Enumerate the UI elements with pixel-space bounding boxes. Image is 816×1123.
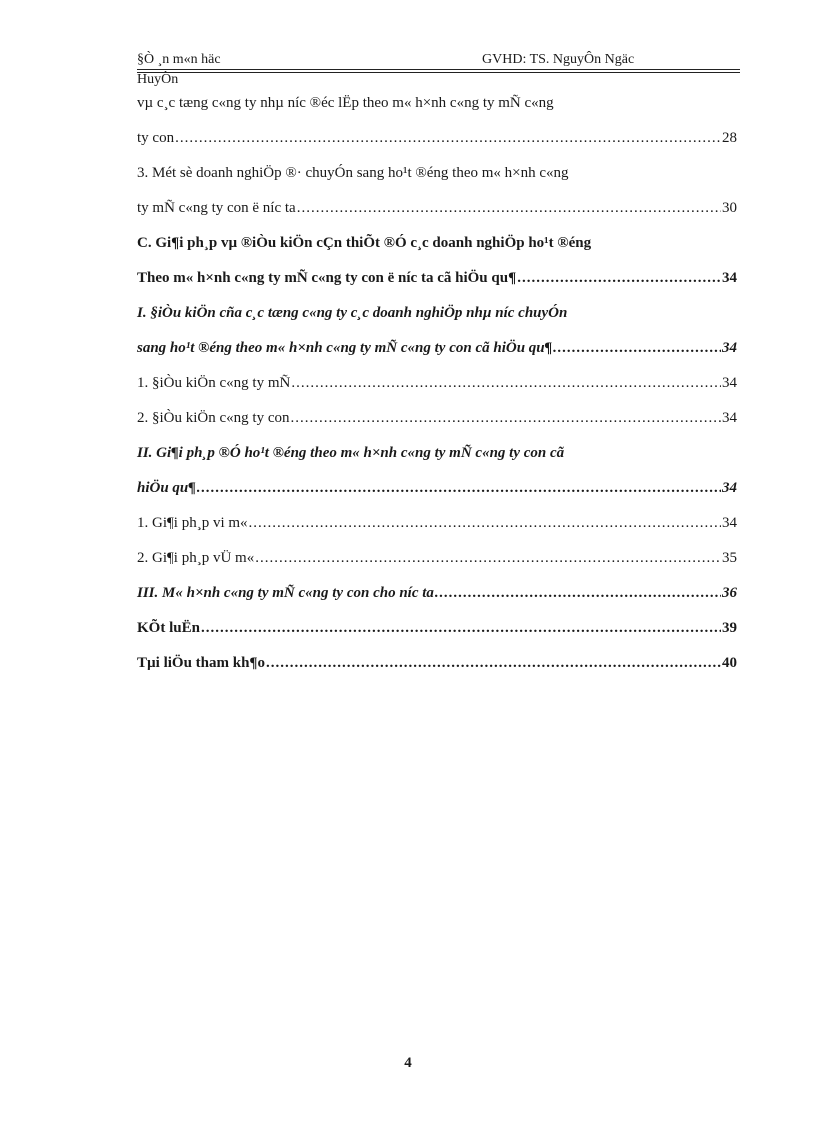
toc-page-number: 34 xyxy=(722,375,737,391)
toc-line xyxy=(137,576,737,611)
toc-line xyxy=(137,121,737,156)
header-supervisor-continuation: HuyÒn xyxy=(137,72,179,87)
toc-page-number: 40 xyxy=(722,655,737,671)
toc-entry-text: III. M« h×nh c«ng ty mÑ c«ng ty con cho níc ta xyxy=(137,585,434,601)
header-course-title: §Ò ¸n m«n häc xyxy=(137,52,221,67)
toc-entry-text: 1. Gi¶i ph¸p vi m« xyxy=(137,515,248,531)
toc-page-number: 34 xyxy=(722,480,737,496)
toc-line xyxy=(137,506,737,541)
toc-entry-text: Theo m« h×nh c«ng ty mÑ c«ng ty con ë níc ta cã hiÖu qu¶ xyxy=(137,270,517,286)
toc-line xyxy=(137,471,737,506)
toc-dot-leader xyxy=(297,191,721,226)
toc-entry-text: KÕt luËn xyxy=(137,620,200,636)
toc-line: 3. Mét sè doanh nghiÖp ®· chuyÓn sang ho¹t ®éng theo m« h×nh c«ng xyxy=(137,165,569,181)
toc-line xyxy=(137,191,737,226)
toc-line xyxy=(137,261,737,296)
toc-dot-leader xyxy=(255,541,721,576)
toc-page-number: 34 xyxy=(722,410,737,426)
page-header xyxy=(137,50,740,69)
header-supervisor: GVHD: TS. NguyÔn Ngäc xyxy=(482,52,635,67)
toc-page-number: 30 xyxy=(722,200,737,216)
toc-line: I. §iÒu kiÖn cña c¸c tæng c«ng ty c¸c doanh nghiÖp nhµ níc chuyÓn xyxy=(137,305,568,321)
toc-dot-leader xyxy=(197,471,721,506)
toc-entry-text: hiÖu qu¶ xyxy=(137,480,196,496)
toc-line xyxy=(137,541,737,576)
header-rule-bottom xyxy=(137,72,740,73)
toc-dot-leader xyxy=(553,331,721,366)
toc-dot-leader xyxy=(435,576,721,611)
toc-page-number: 34 xyxy=(722,340,737,356)
toc-page-number: 35 xyxy=(722,550,737,566)
toc-dot-leader xyxy=(201,611,721,646)
toc-page-number: 34 xyxy=(722,270,737,286)
toc-entry-text: Tµi liÖu tham kh¶o xyxy=(137,655,266,671)
toc-line xyxy=(137,401,737,436)
toc-dot-leader xyxy=(175,121,721,156)
toc-page-number: 39 xyxy=(722,620,737,636)
toc-line: C. Gi¶i ph¸p vµ ®iÒu kiÖn cÇn thiÕt ®Ó c¸c doanh nghiÖp ho¹t ®éng xyxy=(137,235,592,251)
toc-page-number: 28 xyxy=(722,130,737,146)
toc-dot-leader xyxy=(290,401,721,436)
toc-dot-leader xyxy=(517,261,721,296)
toc-line: II. Gi¶i ph¸p ®Ó ho¹t ®éng theo m« h×nh c«ng ty mÑ c«ng ty con cã xyxy=(137,445,565,461)
toc-entry-text: ty con xyxy=(137,130,175,146)
toc-line xyxy=(137,611,737,646)
toc-entry-text: 2. Gi¶i ph¸p vÜ m« xyxy=(137,550,255,566)
toc-dot-leader xyxy=(249,506,721,541)
toc-page-number: 34 xyxy=(722,515,737,531)
toc-line xyxy=(137,646,737,681)
toc-entry-text: 1. §iÒu kiÖn c«ng ty mÑ xyxy=(137,375,291,391)
toc-dot-leader xyxy=(291,366,721,401)
toc-line: vµ c¸c tæng c«ng ty nhµ níc ®éc lËp theo m« h×nh c«ng ty mÑ c«ng xyxy=(137,95,554,111)
toc-entry-text: ty mÑ c«ng ty con ë níc ta xyxy=(137,200,296,216)
table-of-contents xyxy=(137,86,737,681)
toc-page-number: 36 xyxy=(722,585,737,601)
toc-entry-text: 2. §iÒu kiÖn c«ng ty con xyxy=(137,410,290,426)
header-rule-top xyxy=(137,69,740,70)
toc-line xyxy=(137,331,737,366)
toc-line xyxy=(137,366,737,401)
page-number: 4 xyxy=(404,1055,412,1071)
toc-entry-text: sang ho¹t ®éng theo m« h×nh c«ng ty mÑ c«ng ty con cã hiÖu qu¶ xyxy=(137,340,553,356)
toc-dot-leader xyxy=(266,646,721,681)
